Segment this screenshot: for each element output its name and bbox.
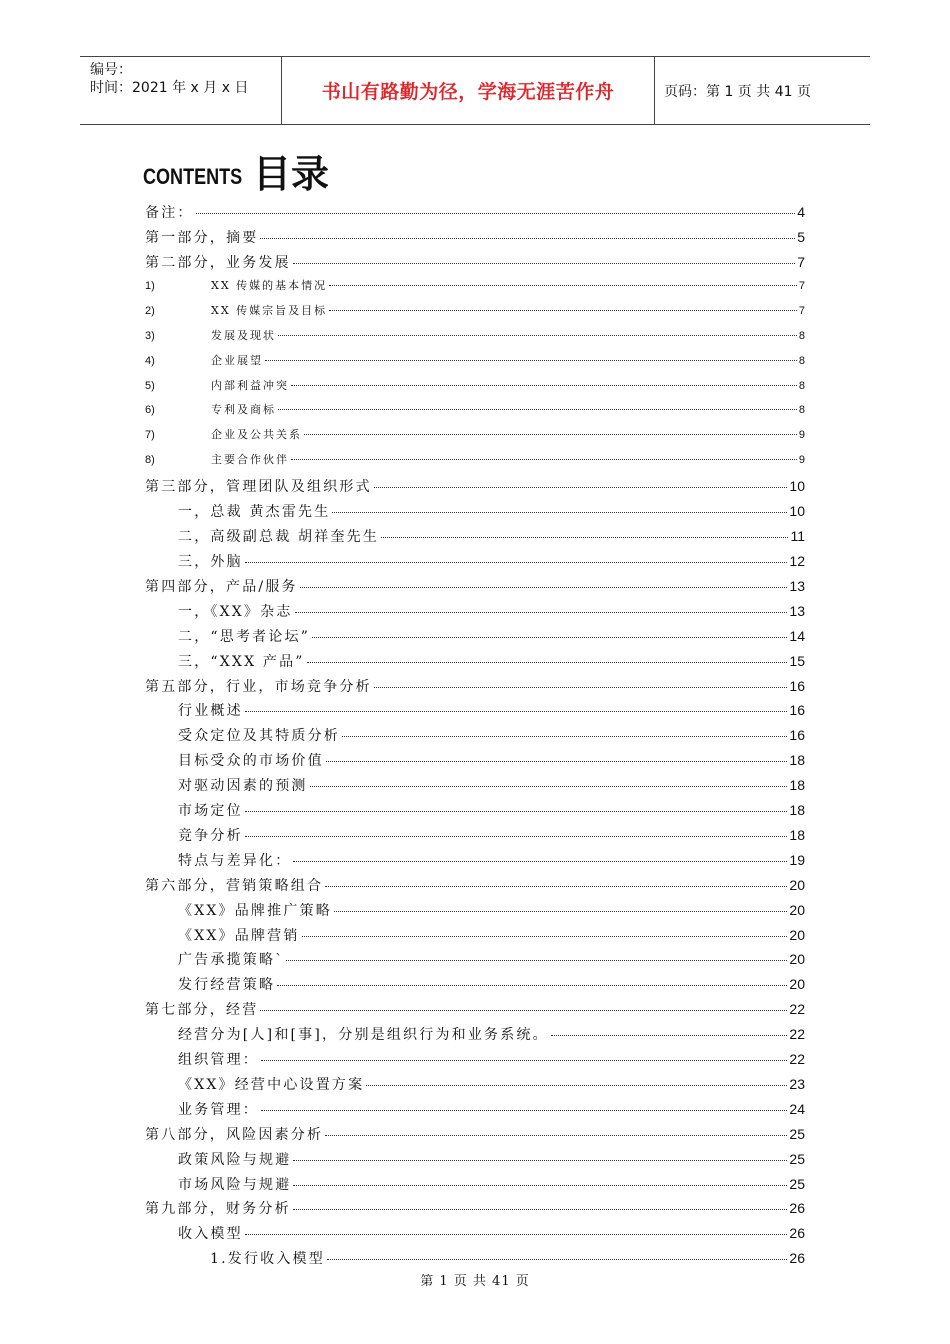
toc-entry-page: 16 xyxy=(789,678,805,694)
toc-dot-leader xyxy=(332,512,787,513)
toc-entry-label: 三，“XXX 产品” xyxy=(178,654,305,670)
toc-entry[interactable] xyxy=(145,476,805,496)
toc-entry-page: 8 xyxy=(798,355,805,367)
toc-entry-label: 第一部分，摘要 xyxy=(145,230,259,246)
toc-entry-label: 企业及公共关系 xyxy=(211,428,302,441)
toc-dot-leader xyxy=(291,459,797,460)
toc-entry-label: 目标受众的市场价值 xyxy=(178,753,324,769)
toc-entry-label: 三，外脑 xyxy=(178,554,243,570)
toc-entry-number: 5) xyxy=(145,380,155,392)
toc-entry-page: 26 xyxy=(789,1225,805,1241)
toc-dot-leader xyxy=(293,861,787,862)
toc-entry-page: 12 xyxy=(789,553,805,569)
toc-dot-leader xyxy=(245,811,788,812)
toc-dot-leader xyxy=(374,487,788,488)
toc-entry-number: 7) xyxy=(145,429,155,441)
toc-entry-label: 主要合作伙伴 xyxy=(211,453,289,466)
toc-entry-page: 23 xyxy=(789,1076,805,1092)
toc-entry-page: 25 xyxy=(789,1126,805,1142)
toc-entry[interactable] xyxy=(178,900,805,920)
toc-entry-label: 专利及商标 xyxy=(211,403,276,416)
toc-dot-leader xyxy=(260,238,795,239)
toc-dot-leader xyxy=(293,1160,787,1161)
toc-entry-label: 组织管理： xyxy=(178,1052,259,1068)
toc-entry-label: 一，《XX》杂志 xyxy=(178,604,293,620)
toc-entry[interactable] xyxy=(178,750,805,770)
toc-entry-page: 18 xyxy=(789,802,805,818)
toc-entry-number: 1) xyxy=(145,280,155,292)
toc-entry-label: 发展及现状 xyxy=(211,329,276,342)
toc-entry[interactable] xyxy=(178,551,805,571)
toc-entry[interactable] xyxy=(145,352,805,372)
toc-entry-label: 特点与差异化： xyxy=(178,853,292,869)
toc-entry[interactable] xyxy=(145,401,805,421)
toc-entry[interactable] xyxy=(145,227,805,247)
toc-entry-label: 第九部分，财务分析 xyxy=(145,1201,291,1217)
toc-dot-leader xyxy=(325,886,787,887)
toc-dot-leader xyxy=(278,335,797,336)
toc-entry-label: 广告承揽策略` xyxy=(178,952,285,968)
toc-entry[interactable] xyxy=(145,426,805,446)
toc-entry-label: 备注： xyxy=(145,205,194,221)
toc-entry-page: 8 xyxy=(798,380,805,392)
toc-dot-leader xyxy=(329,285,797,286)
toc-dot-leader xyxy=(291,385,797,386)
toc-entry-page: 8 xyxy=(798,404,805,416)
toc-entry[interactable] xyxy=(145,999,805,1019)
toc-entry[interactable] xyxy=(178,501,805,521)
toc-dot-leader xyxy=(293,1209,788,1210)
toc-entry-page: 15 xyxy=(789,653,805,669)
toc-entry[interactable] xyxy=(178,526,805,546)
toc-dot-leader xyxy=(293,1185,787,1186)
toc-entry-label: 《XX》品牌营销 xyxy=(178,928,300,944)
toc-entry-page: 9 xyxy=(798,429,805,441)
toc-entry-label: 内部利益冲突 xyxy=(211,379,289,392)
toc-entry[interactable] xyxy=(178,974,805,994)
toc-dot-leader xyxy=(304,434,797,435)
toc-dot-leader xyxy=(307,662,788,663)
toc-entry-label: 《XX》经营中心设置方案 xyxy=(178,1077,365,1093)
toc-entry-label: 二，高级副总裁 胡祥奎先生 xyxy=(178,529,380,545)
toc-entry[interactable] xyxy=(178,850,805,870)
toc-entry-page: 20 xyxy=(789,927,805,943)
toc-entry-page: 7 xyxy=(797,254,805,270)
toc-title-en: CONTENTS xyxy=(143,164,243,189)
toc-entry[interactable] xyxy=(178,700,805,720)
toc-entry-page: 14 xyxy=(789,628,805,644)
toc-dot-leader xyxy=(374,687,788,688)
toc-entry[interactable] xyxy=(145,576,805,596)
toc-entry[interactable] xyxy=(210,1248,805,1268)
toc-entry[interactable] xyxy=(145,875,805,895)
toc-entry-page: 16 xyxy=(789,727,805,743)
toc-entry-page: 9 xyxy=(798,454,805,466)
toc-entry-page: 22 xyxy=(789,1051,805,1067)
toc-entry-label: 第八部分，风险因素分析 xyxy=(145,1127,324,1143)
toc-entry-label: 市场定位 xyxy=(178,803,243,819)
toc-dot-leader xyxy=(295,612,788,613)
toc-entry[interactable] xyxy=(145,1198,805,1218)
toc-entry-page: 4 xyxy=(797,204,805,220)
toc-entry[interactable] xyxy=(178,1049,805,1069)
toc-entry-page: 18 xyxy=(789,752,805,768)
toc-entry[interactable] xyxy=(178,775,805,795)
header-meta xyxy=(80,57,281,124)
toc-entry-label: 第二部分，业务发展 xyxy=(145,255,291,271)
toc-entry-label: XX 传媒宗旨及目标 xyxy=(211,304,328,317)
toc-entry[interactable] xyxy=(145,327,805,347)
toc-dot-leader xyxy=(366,1085,787,1086)
toc-entry-label: 企业展望 xyxy=(211,354,263,367)
toc-entry[interactable] xyxy=(178,800,805,820)
toc-entry-page: 8 xyxy=(798,330,805,342)
toc-dot-leader xyxy=(551,1035,788,1036)
header-motto: 书山有路勤为径，学海无涯苦作舟 xyxy=(281,57,655,124)
toc-dot-leader xyxy=(329,310,797,311)
toc-dot-leader xyxy=(300,587,788,588)
toc-entry-page: 26 xyxy=(789,1250,805,1266)
toc-dot-leader xyxy=(302,936,788,937)
toc-entry-number: 4) xyxy=(145,355,155,367)
toc-entry-page: 13 xyxy=(789,578,805,594)
toc-entry-page: 7 xyxy=(798,305,805,317)
toc-entry-label: 1.发行收入模型 xyxy=(210,1251,325,1267)
toc-entry[interactable] xyxy=(145,377,805,397)
time-label: 时间：2021 年 x 月 x 日 xyxy=(90,80,249,96)
toc-entry-page: 13 xyxy=(789,603,805,619)
toc-entry-page: 18 xyxy=(789,777,805,793)
toc-entry[interactable] xyxy=(178,1024,805,1044)
toc-dot-leader xyxy=(245,836,788,837)
toc-entry[interactable] xyxy=(178,1074,805,1094)
toc-dot-leader xyxy=(265,360,797,361)
toc-entry-number: 6) xyxy=(145,404,155,416)
toc-entry-label: 第六部分，营销策略组合 xyxy=(145,878,324,894)
toc-entry-page: 22 xyxy=(789,1026,805,1042)
toc-dot-leader xyxy=(334,911,787,912)
toc-entry[interactable] xyxy=(178,825,805,845)
toc-entry[interactable] xyxy=(145,1124,805,1144)
toc-dot-leader xyxy=(326,761,788,762)
toc-entry-page: 25 xyxy=(789,1151,805,1167)
toc-entry-label: XX 传媒的基本情况 xyxy=(211,279,328,292)
toc-entry-page: 5 xyxy=(797,229,805,245)
toc-entry-label: 发行经营策略 xyxy=(178,977,276,993)
toc-entry[interactable] xyxy=(145,302,805,322)
toc-entry[interactable] xyxy=(178,925,805,945)
toc-entry[interactable] xyxy=(145,252,805,272)
toc-dot-leader xyxy=(293,263,795,264)
toc-entry[interactable] xyxy=(145,202,805,222)
toc-dot-leader xyxy=(245,711,788,712)
toc-entry-number: 8) xyxy=(145,454,155,466)
toc-dot-leader xyxy=(310,786,788,787)
toc-entry[interactable] xyxy=(178,1174,805,1194)
toc-entry-label: 二，“思考者论坛” xyxy=(178,629,311,645)
toc-entry-page: 10 xyxy=(789,503,805,519)
toc-dot-leader xyxy=(245,562,788,563)
toc-dot-leader xyxy=(286,960,787,961)
toc-entry-page: 16 xyxy=(789,702,805,718)
toc-dot-leader xyxy=(245,1234,788,1235)
toc-entry[interactable] xyxy=(178,626,805,646)
toc-entry[interactable] xyxy=(178,1223,805,1243)
page-footer: 第 1 页 共 41 页 xyxy=(420,1274,530,1289)
toc-entry-label: 第五部分，行业，市场竞争分析 xyxy=(145,679,372,695)
header-page-info: 页码：第 1 页 共 41 页 xyxy=(664,83,811,100)
toc-entry-page: 7 xyxy=(798,280,805,292)
toc-entry-label: 收入模型 xyxy=(178,1226,243,1242)
toc-entry-page: 20 xyxy=(789,877,805,893)
toc-entry-label: 经营分为[人]和[事]，分别是组织行为和业务系统。 xyxy=(178,1027,549,1043)
toc-entry-label: 市场风险与规避 xyxy=(178,1177,292,1193)
toc-entry-number: 3) xyxy=(145,330,155,342)
number-label: 编号： xyxy=(90,62,132,78)
toc-dot-leader xyxy=(342,736,787,737)
toc-entry-label: 《XX》品牌推广策略 xyxy=(178,903,332,919)
toc-dot-leader xyxy=(325,1135,787,1136)
toc-dot-leader xyxy=(278,409,797,410)
toc-title xyxy=(143,152,329,196)
toc-entry-label: 竞争分析 xyxy=(178,828,243,844)
toc-entry-number: 2) xyxy=(145,305,155,317)
toc-dot-leader xyxy=(381,537,788,538)
toc-entry[interactable] xyxy=(145,451,805,471)
toc-entry-label: 第四部分，产品/服务 xyxy=(145,579,298,595)
toc-dot-leader xyxy=(312,637,787,638)
toc-entry-label: 政策风险与规避 xyxy=(178,1152,292,1168)
toc-entry[interactable] xyxy=(178,1149,805,1169)
toc-entry-label: 行业概述 xyxy=(178,703,243,719)
toc-entry-label: 一，总裁 黄杰雷先生 xyxy=(178,504,331,520)
toc-entry[interactable] xyxy=(178,725,805,745)
toc-dot-leader xyxy=(277,985,787,986)
toc-entry-page: 25 xyxy=(789,1176,805,1192)
toc-entry-label: 对驱动因素的预测 xyxy=(178,778,308,794)
toc-entry-page: 20 xyxy=(789,951,805,967)
toc-entry[interactable] xyxy=(145,676,805,696)
toc-dot-leader xyxy=(327,1259,787,1260)
toc-entry-page: 22 xyxy=(789,1001,805,1017)
toc-dot-leader xyxy=(261,1110,787,1111)
toc-title-zh: 目录 xyxy=(253,152,330,196)
toc-entry-page: 18 xyxy=(789,827,805,843)
document-header xyxy=(80,56,870,125)
toc-entry[interactable] xyxy=(178,949,805,969)
toc-dot-leader xyxy=(260,1010,787,1011)
toc-entry-page: 10 xyxy=(789,478,805,494)
toc-entry-label: 受众定位及其特质分析 xyxy=(178,728,340,744)
toc-dot-leader xyxy=(196,213,796,214)
toc-entry-page: 20 xyxy=(789,976,805,992)
toc-entry-page: 20 xyxy=(789,902,805,918)
toc-entry-page: 24 xyxy=(789,1101,805,1117)
toc-dot-leader xyxy=(261,1060,787,1061)
toc-entry[interactable] xyxy=(178,601,805,621)
toc-entry-label: 第三部分，管理团队及组织形式 xyxy=(145,479,372,495)
toc-entry-label: 第七部分，经营 xyxy=(145,1002,259,1018)
toc-entry[interactable] xyxy=(178,1099,805,1119)
toc-entry[interactable] xyxy=(145,277,805,297)
toc-entry-page: 11 xyxy=(790,528,805,544)
toc-entry-page: 26 xyxy=(789,1200,805,1216)
toc-entry[interactable] xyxy=(178,651,805,671)
toc-entry-label: 业务管理： xyxy=(178,1102,259,1118)
toc-entry-page: 19 xyxy=(789,852,805,868)
